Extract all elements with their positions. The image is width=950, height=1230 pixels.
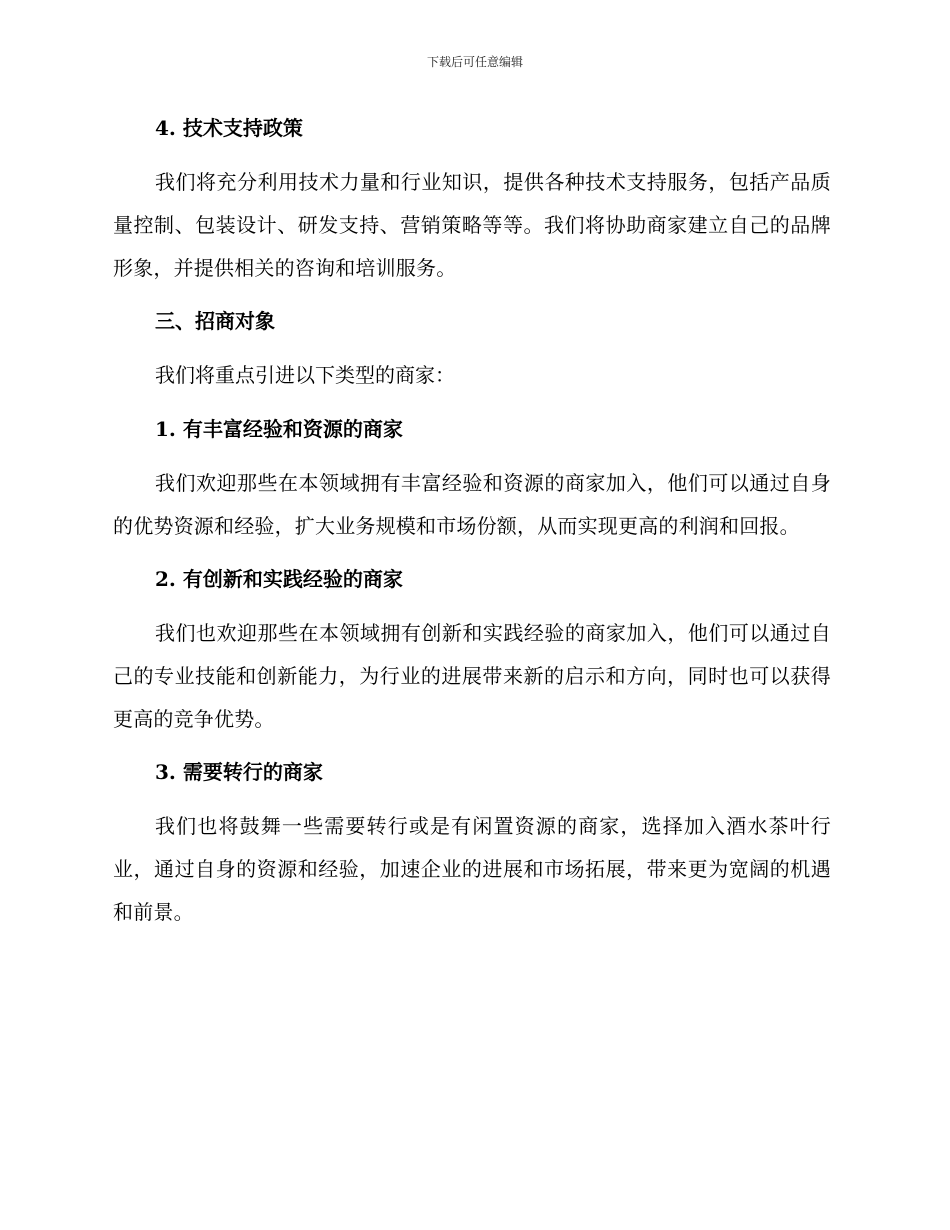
page-header: 下载后可任意编辑	[426, 55, 523, 69]
paragraph-experienced-merchants: 我们欢迎那些在本领域拥有丰富经验和资源的商家加入，他们可以通过自身的优势资源和经验，扩大业务规模和市场份额，从而实现更高的利润和回报。	[113, 471, 831, 538]
paragraph-target-intro: 我们将重点引进以下类型的商家：	[155, 363, 455, 387]
paragraph-tech-support: 我们将充分利用技术力量和行业知识，提供各种技术支持服务，包括产品质量控制、包装设计、研发支持、营销策略等等。我们将协助商家建立自己的品牌形象，并提供相关的咨询和培训服务。	[113, 170, 831, 280]
paragraph-transition-merchants: 我们也将鼓舞一些需要转行或是有闲置资源的商家，选择加入酒水茶叶行业，通过自身的资源和经验，加速企业的进展和市场拓展，带来更为宽阔的机遇和前景。	[113, 814, 831, 924]
paragraph-innovative-merchants: 我们也欢迎那些在本领域拥有创新和实践经验的商家加入，他们可以通过自己的专业技能和创新能力，为行业的进展带来新的启示和方向，同时也可以获得更高的竞争优势。	[113, 621, 831, 731]
subheading-experienced-merchants: 1. 有丰富经验和资源的商家	[155, 417, 403, 441]
section-heading-tech-support: 4. 技术支持政策	[155, 116, 303, 140]
document-body	[113, 110, 831, 947]
section-heading-target-merchants: 三、招商对象	[155, 309, 275, 333]
subheading-innovative-merchants: 2. 有创新和实践经验的商家	[155, 567, 403, 591]
subheading-transition-merchants: 3. 需要转行的商家	[155, 760, 323, 784]
